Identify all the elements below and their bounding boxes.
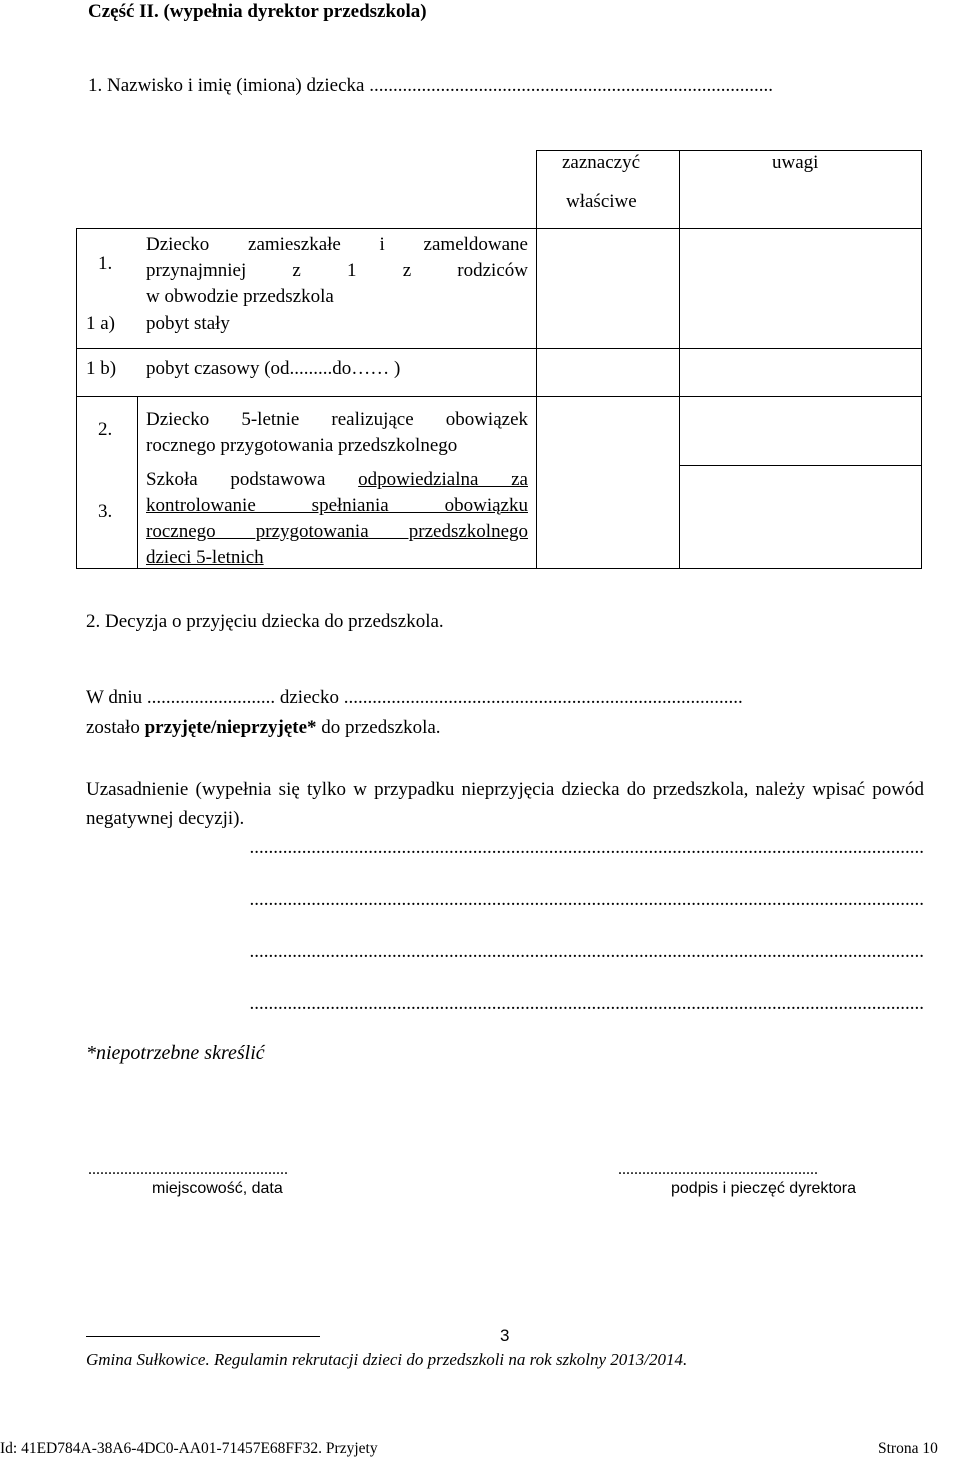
row3-line1-plain: Szkoła podstawowa: [146, 469, 359, 490]
decision-result-options: przyjęte/nieprzyjęte*: [144, 717, 317, 738]
row1a-number: 1 a): [86, 313, 116, 334]
footer-text: Gmina Sułkowice. Regulamin rekrutacji dzieci do przedszkoli na rok szkolny 2013/2014.: [86, 1350, 688, 1369]
row1-text: [146, 232, 528, 310]
decision-result-prefix: zostało: [86, 717, 145, 738]
row2-number: 2.: [98, 419, 113, 440]
decision-date-child-line: W dniu ........................... dziecko ....................................................................................: [86, 687, 743, 708]
row2-line1: Dziecko 5-letnie realizujące obowiązek: [146, 409, 528, 430]
justification-dots-2: ..............................................................................................................................................: [249, 889, 924, 910]
place-date-dots: ..................................................: [88, 1161, 288, 1178]
row1-number: 1.: [98, 253, 113, 274]
document-id: Id: 41ED784A-38A6-4DC0-AA01-71457E68FF32. Przyjety: [0, 1440, 378, 1457]
decision-result-line: [86, 716, 441, 740]
row3-line1: [146, 467, 528, 493]
justification-text: Uzasadnienie (wypełnia się tylko w przypadku nieprzyjęcia dziecka do przedszkola, należy wpisać powód negatywnej decyzji).: [86, 779, 924, 829]
decision-result-suffix: do przedszkola.: [316, 717, 441, 738]
row1-line2: przynajmniej z 1 z rodziców: [146, 260, 528, 281]
row3-line4: dzieci 5-letnich: [146, 547, 264, 568]
row1-line1: Dziecko zamieszkałe i zameldowane: [146, 234, 528, 255]
row2-text: [146, 407, 528, 459]
page-number: 3: [500, 1326, 510, 1345]
row1-line3: w obwodzie przedszkola: [146, 286, 334, 307]
header-notes: uwagi: [772, 152, 819, 173]
row1b-text: pobyt czasowy (od.........do…… ): [146, 358, 401, 379]
header-mark-line1: zaznaczyć: [562, 152, 641, 173]
strike-note: *niepotrzebne skreślić: [86, 1042, 265, 1064]
justification-dots-4: ..............................................................................................................................................: [249, 993, 924, 1014]
row3-line2: kontrolowanie spełniania obowiązku: [146, 495, 528, 516]
signature-dots: ..................................................: [618, 1161, 818, 1178]
row3-number: 3.: [98, 501, 113, 522]
page-label: Strona 10: [878, 1440, 938, 1457]
decision-title: 2. Decyzja o przyjęciu dziecka do przedszkola.: [86, 611, 444, 632]
row2-line2: rocznego przygotowania przedszkolnego: [146, 435, 458, 456]
child-name-line: 1. Nazwisko i imię (imiona) dziecka .....................................................................................: [88, 75, 773, 96]
row3-line3: rocznego przygotowania przedszkolnego: [146, 521, 528, 542]
row1a-text: pobyt stały: [146, 313, 230, 334]
section-heading: Część II. (wypełnia dyrektor przedszkola): [88, 1, 427, 22]
place-date-label: miejscowość, data: [152, 1180, 283, 1197]
justification-dots-3: ..............................................................................................................................................: [249, 941, 924, 962]
row3-text: [146, 467, 528, 571]
header-mark-line2: właściwe: [566, 191, 637, 212]
row1b-number: 1 b): [86, 358, 117, 379]
signature-label: podpis i pieczęć dyrektora: [671, 1180, 856, 1197]
justification-dots-1: ..............................................................................................................................................: [249, 837, 924, 858]
footnote-separator: [86, 1336, 320, 1337]
row3-line1-underlined: odpowiedzialna za: [358, 469, 528, 490]
